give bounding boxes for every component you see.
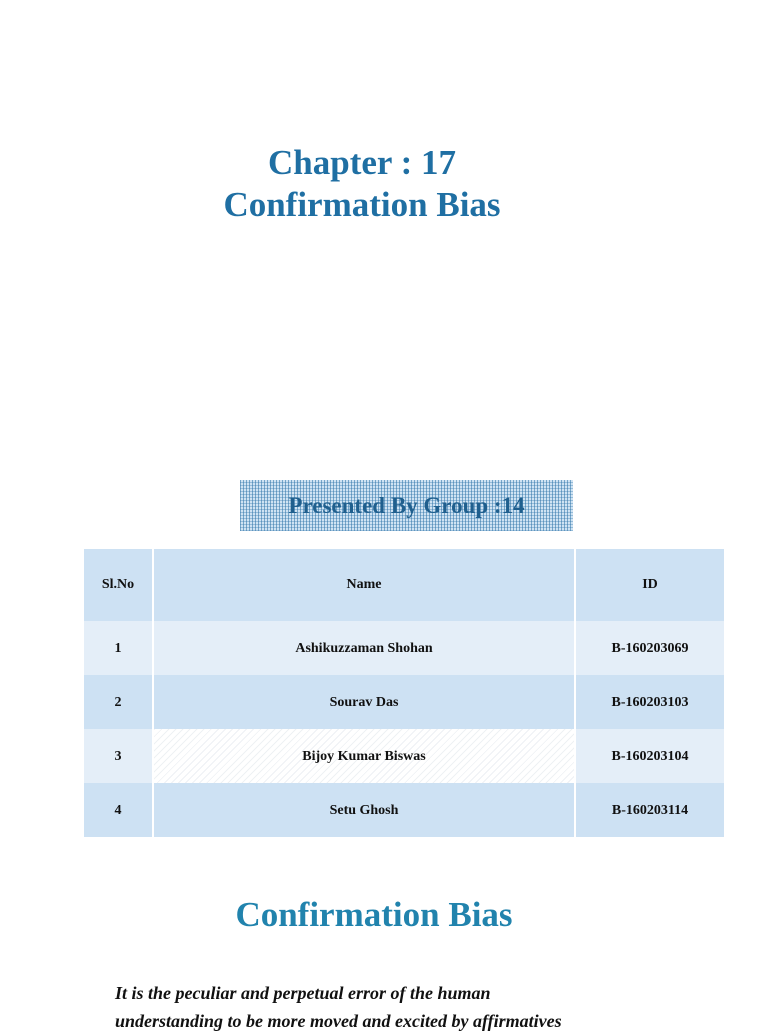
column-header-name: Name <box>153 549 575 621</box>
presented-by-banner: Presented By Group :14 <box>240 480 573 531</box>
row-name: Ashikuzzaman Shohan <box>153 621 575 675</box>
row-id: B-160203069 <box>575 621 725 675</box>
column-header-id: ID <box>575 549 725 621</box>
chapter-number: Chapter : 17 <box>268 143 456 182</box>
quote-paragraph <box>115 979 675 1035</box>
row-name: Sourav Das <box>153 675 575 729</box>
chapter-name: Confirmation Bias <box>223 185 501 224</box>
table-row <box>83 675 725 729</box>
row-name: Bijoy Kumar Biswas <box>153 729 575 783</box>
row-name: Setu Ghosh <box>153 783 575 837</box>
table-header-row <box>83 549 725 621</box>
table-row <box>83 621 725 675</box>
section-heading: Confirmation Bias <box>235 895 513 934</box>
table-row <box>83 783 725 837</box>
row-serial: 1 <box>83 621 153 675</box>
row-id: B-160203114 <box>575 783 725 837</box>
quote-line: understanding to be more moved and excited by affirmatives <box>115 1011 562 1031</box>
row-serial: 3 <box>83 729 153 783</box>
row-id: B-160203103 <box>575 675 725 729</box>
row-id: B-160203104 <box>575 729 725 783</box>
quote-line: It is the peculiar and perpetual error of the human <box>115 983 491 1003</box>
table-row <box>83 729 725 783</box>
group-members-table <box>82 549 726 837</box>
row-serial: 2 <box>83 675 153 729</box>
column-header-serial: Sl.No <box>83 549 153 621</box>
row-serial: 4 <box>83 783 153 837</box>
chapter-title <box>160 142 564 226</box>
